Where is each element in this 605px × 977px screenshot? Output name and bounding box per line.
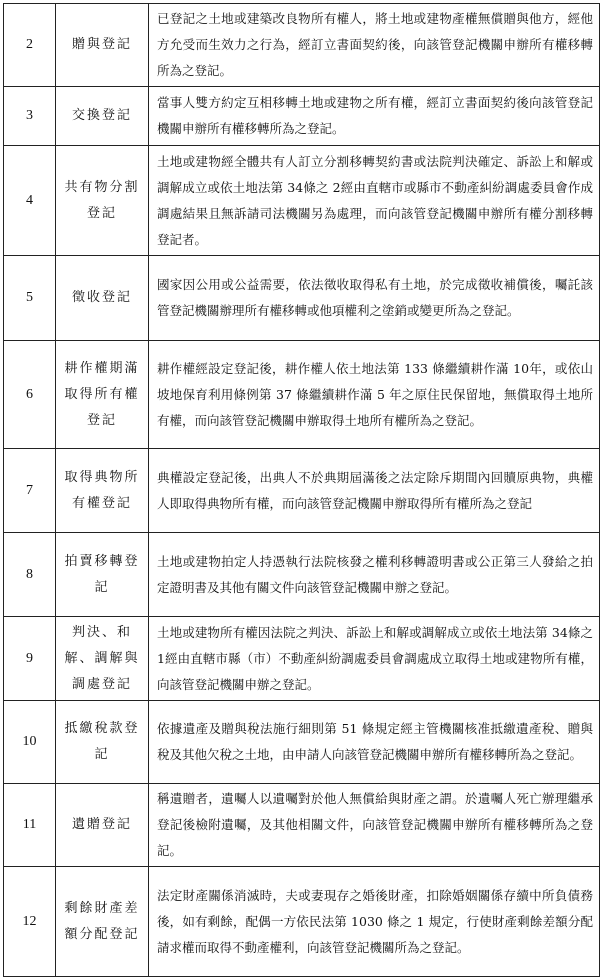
table-row (4, 87, 600, 146)
registration-type: 耕作權期滿取得所有權登記 (56, 341, 149, 449)
row-number: 10 (4, 701, 56, 784)
row-number: 11 (4, 784, 56, 867)
registration-description: 稱遺贈者，遺囑人以遺囑對於他人無償給與財產之謂。於遺囑人死亡辦理繼承登記後檢附遺囑，及其他相關文件，向該管登記機關申辦所有權移轉所為之登記。 (149, 784, 600, 867)
row-number: 2 (4, 4, 56, 87)
table-row (4, 146, 600, 256)
registration-description: 法定財產關係消滅時，夫或妻現存之婚後財產，扣除婚姻關係存續中所負債務後，如有剩餘，配偶一方依民法第 1030 條之 1 規定，行使財產剩餘差額分配請求權而取得不動產權利，向該管登記機關所為之登記。 (149, 867, 600, 977)
registration-type: 交換登記 (56, 87, 149, 146)
table-row (4, 784, 600, 867)
row-number: 7 (4, 449, 56, 533)
row-number: 4 (4, 146, 56, 256)
registration-type: 共有物分割登記 (56, 146, 149, 256)
registration-description: 國家因公用或公益需要，依法徵收取得私有土地，於完成徵收補償後，囑託該管登記機關辦理所有權移轉或他項權利之塗銷或變更所為之登記。 (149, 256, 600, 341)
row-number: 8 (4, 533, 56, 617)
registration-description: 已登記之土地或建築改良物所有權人，將土地或建物產權無償贈與他方，經他方允受而生效力之行為，經訂立書面契約後，向該管登記機關申辦所有權移轉所為之登記。 (149, 4, 600, 87)
table-row (4, 449, 600, 533)
registration-description: 土地或建物經全體共有人訂立分割移轉契約書或法院判決確定、訴訟上和解或調解成立或依土地法第 34條之 2經由直轄市或縣市不動產糾紛調處委員會作成調處結果且無訴請司法機關另為處理，而向該管登記機關申辦所有權分割移轉登記者。 (149, 146, 600, 256)
row-number: 3 (4, 87, 56, 146)
registration-type: 判決、和解、調解與調處登記 (56, 617, 149, 701)
registration-types-table (3, 3, 600, 977)
registration-type: 遺贈登記 (56, 784, 149, 867)
row-number: 9 (4, 617, 56, 701)
registration-description: 土地或建物拍定人持憑執行法院核發之權利移轉證明書或公正第三人發給之拍定證明書及其他有關文件向該管登記機關申辦之登記。 (149, 533, 600, 617)
registration-description: 依據遺產及贈與稅法施行細則第 51 條規定經主管機關核准抵繳遺產稅、贈與稅及其他欠稅之土地，由申請人向該管登記機關申辦所有權移轉所為之登記。 (149, 701, 600, 784)
table-row (4, 4, 600, 87)
registration-type: 抵繳稅款登記 (56, 701, 149, 784)
registration-type: 徵收登記 (56, 256, 149, 341)
registration-description: 當事人雙方約定互相移轉土地或建物之所有權，經訂立書面契約後向該管登記機關申辦所有權移轉所為之登記。 (149, 87, 600, 146)
registration-type: 拍賣移轉登記 (56, 533, 149, 617)
registration-type: 贈與登記 (56, 4, 149, 87)
table-row (4, 533, 600, 617)
row-number: 5 (4, 256, 56, 341)
row-number: 6 (4, 341, 56, 449)
registration-description: 土地或建物所有權因法院之判決、訴訟上和解或調解成立或依土地法第 34條之 1經由直轄市縣（市）不動產糾紛調處委員會調處成立取得土地或建物所有權，向該管登記機關申辦之登記。 (149, 617, 600, 701)
table-row (4, 701, 600, 784)
table-row (4, 617, 600, 701)
registration-description: 典權設定登記後，出典人不於典期屆滿後之法定除斥期間內回贖原典物，典權人即取得典物所有權，而向該管登記機關申辦取得所有權所為之登記 (149, 449, 600, 533)
registration-description: 耕作權經設定登記後，耕作權人依土地法第 133 條繼續耕作滿 10年，或依山坡地保育利用條例第 37 條繼續耕作滿 5 年之原住民保留地，無償取得土地所有權，而向該管登記機關申辦取得土地所有權所為之登記。 (149, 341, 600, 449)
table-row (4, 256, 600, 341)
table-row (4, 341, 600, 449)
row-number: 12 (4, 867, 56, 977)
table-row (4, 867, 600, 977)
registration-type: 剩餘財產差額分配登記 (56, 867, 149, 977)
registration-type: 取得典物所有權登記 (56, 449, 149, 533)
